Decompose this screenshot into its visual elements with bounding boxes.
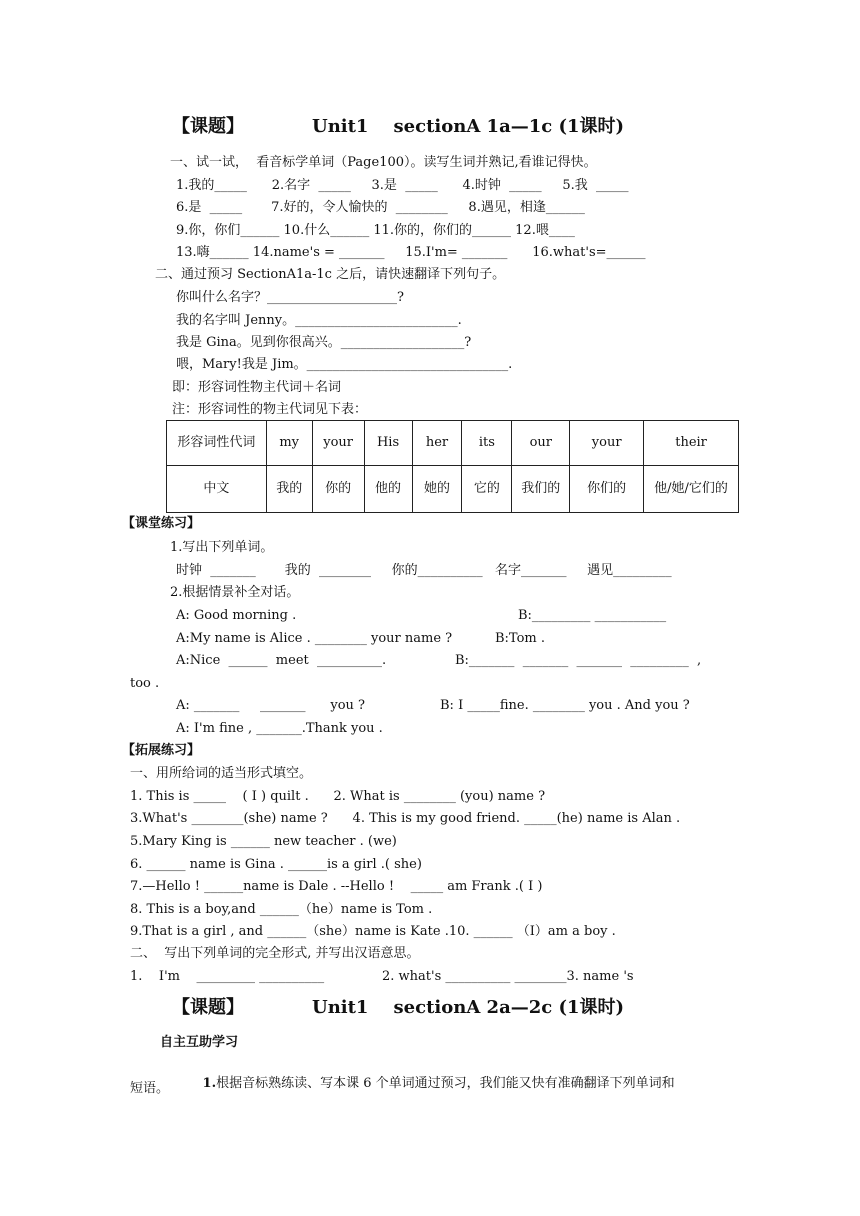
lesson-title-bracket: 【课题】	[172, 997, 244, 1018]
fill-item: 5.Mary King is ______ new teacher . (we)	[130, 834, 397, 849]
dialogue-line: A: I'm fine , _______.Thank you .	[176, 721, 383, 736]
table-cell: 他的	[364, 466, 412, 513]
exercise-question: 2.根据情景补全对话。	[170, 585, 300, 600]
table-cell: your	[570, 421, 644, 466]
dialogue-line: B:_______ _______ _______ _________ ,	[455, 653, 702, 668]
lesson-title-text: Unit1 sectionA 2a—2c (1课时)	[312, 997, 625, 1018]
fill-item: 1. This is _____ ( I ) quilt . 2. What is ________ (you) name ?	[130, 789, 546, 804]
paragraph-text: 根据音标熟练读、写本课 6 个单词通过预习，我们能又快有准确翻译下列单词和	[216, 1076, 675, 1091]
fill-item: 6. ______ name is Gina . ______is a girl .( she)	[130, 857, 422, 872]
fill-item: 3.What's ________(she) name ? 4. This is my good friend. _____(he) name is Alan .	[130, 811, 681, 826]
dialogue-line: too .	[130, 676, 160, 691]
table-cell: its	[462, 421, 512, 466]
part2-heading: 二、通过预习 SectionA1a-1c 之后，请快速翻译下列句子。	[155, 267, 506, 282]
table-cell: 中文	[167, 466, 267, 513]
lesson-title-text: Unit1 sectionA 1a—1c (1课时)	[312, 116, 625, 137]
exercise-question: 1.写出下列单词。	[170, 540, 274, 555]
fill-item: 1. I'm _________ __________ 2. what's __________ ________3. name 's	[130, 969, 634, 984]
extension-section-title: 一、用所给词的适当形式填空。	[130, 766, 313, 781]
fill-item: 8. This is a boy,and ______（he）name is Tom .	[130, 902, 433, 917]
table-row	[167, 421, 739, 466]
possessive-pronoun-table	[166, 420, 739, 513]
table-cell: your	[312, 421, 364, 466]
table-cell: 你的	[312, 466, 364, 513]
translate-line: 我的名字叫 Jenny。_________________________.	[176, 313, 462, 328]
lesson-title	[172, 115, 632, 139]
extension-heading: 【拓展练习】	[122, 743, 201, 758]
table-cell: my	[266, 421, 312, 466]
vocab-line: 13.嗨______ 14.name's = _______ 15.I'm= _______ 16.what's=______	[176, 245, 646, 260]
self-study-paragraph-cont: 短语。	[130, 1081, 170, 1096]
table-row	[167, 466, 739, 513]
dialogue-line: B: I _____fine. ________ you . And you ?	[440, 698, 690, 713]
vocab-line: 1.我的_____ 2.名字 _____ 3.是 _____ 4.时钟 _____ 5.我 _____	[176, 178, 629, 193]
translate-line: 喂，Mary!我是 Jim。_______________________________.	[176, 357, 513, 372]
grammar-note: 即：形容词性物主代词＋名词	[172, 380, 342, 395]
exercise-line: 时钟 _______ 我的 ________ 你的__________ 名字_______ 遇见_________	[176, 563, 672, 578]
translate-line: 我是 Gina。见到你很高兴。___________________?	[176, 335, 472, 350]
paragraph-number: 1.	[202, 1076, 217, 1091]
part1-heading: 一、试一试， 看音标学单词（Page100）。读写生词并熟记,看谁记得快。	[170, 155, 597, 170]
table-cell: 形容词性代词	[167, 421, 267, 466]
fill-item: 7.—Hello ! ______name is Dale . --Hello ! _____ am Frank .( I )	[130, 879, 543, 894]
table-cell: 它的	[462, 466, 512, 513]
lesson-title-bracket: 【课题】	[172, 116, 244, 137]
table-cell: their	[644, 421, 739, 466]
table-cell: 我的	[266, 466, 312, 513]
dialogue-line: A: Good morning .	[176, 608, 297, 623]
dialogue-line: B:_________ ___________	[518, 608, 667, 623]
self-study-heading: 自主互助学习	[160, 1035, 239, 1050]
dialogue-line: A: _______ _______ you ?	[176, 698, 366, 713]
fill-item: 9.That is a girl , and ______（she）name is Kate .10. ______ （I）am a boy .	[130, 924, 616, 939]
dialogue-line: A:Nice ______ meet __________.	[176, 653, 387, 668]
table-cell: 我们的	[512, 466, 570, 513]
table-cell: 你们的	[570, 466, 644, 513]
dialogue-line: A:My name is Alice . ________ your name ?	[176, 631, 453, 646]
table-cell: 她的	[412, 466, 462, 513]
table-cell: our	[512, 421, 570, 466]
dialogue-line: B:Tom .	[495, 631, 546, 646]
vocab-line: 6.是 _____ 7.好的，令人愉快的 ________ 8.遇见，相逢______	[176, 200, 585, 215]
self-study-paragraph	[186, 1057, 675, 1111]
table-cell: 他/她/它们的	[644, 466, 739, 513]
lesson-title	[172, 996, 632, 1020]
classroom-heading: 【课堂练习】	[122, 516, 201, 531]
vocab-line: 9.你，你们______ 10.什么______ 11.你的，你们的______ 12.喂____	[176, 223, 575, 238]
table-cell: His	[364, 421, 412, 466]
table-cell: her	[412, 421, 462, 466]
extension-section-title: 二、 写出下列单词的完全形式, 并写出汉语意思。	[130, 946, 420, 961]
grammar-note: 注：形容词性的物主代词见下表：	[172, 402, 368, 417]
translate-line: 你叫什么名字？____________________?	[176, 290, 404, 305]
